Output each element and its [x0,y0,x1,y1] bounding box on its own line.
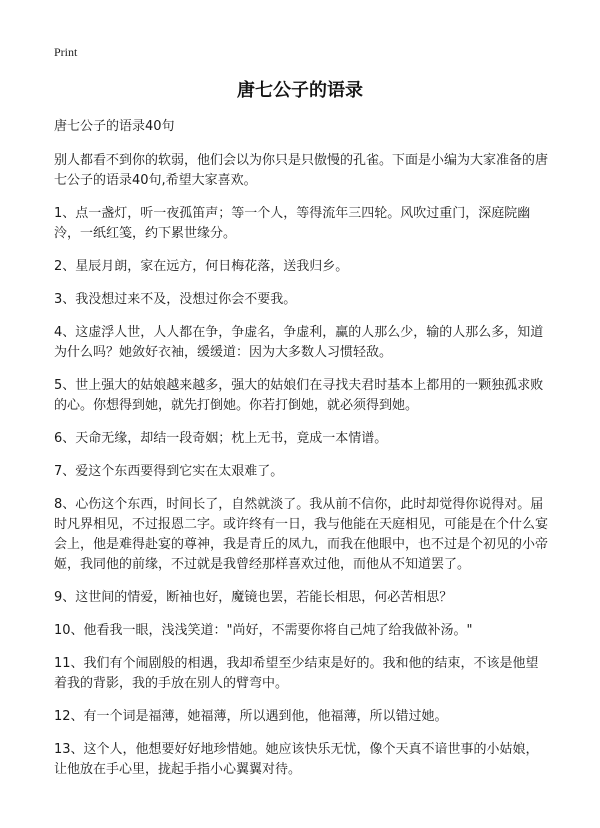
quote-paragraph: 2、星辰月朗，家在远方，何日梅花落，送我归乡。 [54,259,349,274]
quote-paragraph: 5、世上强大的姑娘越来越多，强大的姑娘们在寻找夫君时基本上都用的一颗独孤求败的心。你想得到她，就先打倒她。你若打倒她，就必须得到她。 [54,378,544,413]
quote-paragraph: 12、有一个词是福薄，她福薄，所以遇到他，他福薄，所以错过她。 [54,709,448,724]
quote-paragraph: 13、这个人，他想要好好地珍惜她。她应该快乐无忧，像个天真不谙世事的小姑娘，让他放在手心里，拢起手指小心翼翼对待。 [54,742,539,777]
quote-paragraph: 9、这世间的情爱，断袖也好，魔镜也罢，若能长相思，何必苦相思？ [54,590,453,605]
quote-paragraph: 8、心伤这个东西，时间长了，自然就淡了。我从前不信你，此时却觉得你说得对。届时凡界相见，不过报恩二字。或许终有一日，我与他能在天庭相见，可能是在个什么宴会上，他是难得赴宴的尊神，我是青丘的凤九，而我在他眼中，也不过是个初见的小帝姬，我同他的前缘，不过就是我曾经那样喜欢过他，而他从不知道罢了。 [54,497,549,572]
quote-paragraph: 10、他看我一眼，浅浅笑道："尚好，不需要你将自己炖了给我做补汤。" [54,623,473,638]
quote-paragraph: 1、点一盏灯，听一夜孤笛声；等一个人，等得流年三四轮。风吹过重门，深庭院幽泠，一纸红笺，约下累世缘分。 [54,206,531,241]
quote-paragraph: 11、我们有个闹剧般的相遇，我却希望至少结束是好的。我和他的结束，不该是他望着我的背影，我的手放在别人的臂弯中。 [54,656,539,691]
quote-paragraph: 7、爱这个东西要得到它实在太艰难了。 [54,464,284,479]
quote-paragraph: 3、我没想过来不及，没想过你会不要我。 [54,292,297,307]
page-title: 唐七公子的语录 [237,80,363,101]
intro-paragraph: 别人都看不到你的软弱，他们会以为你只是只傲慢的孔雀。下面是小编为大家准备的唐七公子的语录40句,希望大家喜欢。 [54,153,549,188]
print-link[interactable]: Print [54,45,78,59]
article-body [54,117,548,793]
quote-paragraph: 4、这虚浮人世，人人都在争，争虚名，争虚利，赢的人那么少，输的人那么多，知道为什么吗？她敛好衣袖，缓缓道：因为大多数人习惯轻敌。 [54,325,544,360]
quote-paragraph: 6、天命无缘，却结一段奇姻；枕上无书，竟成一本情谱。 [54,431,388,446]
article-subtitle: 唐七公子的语录40句 [54,119,175,134]
